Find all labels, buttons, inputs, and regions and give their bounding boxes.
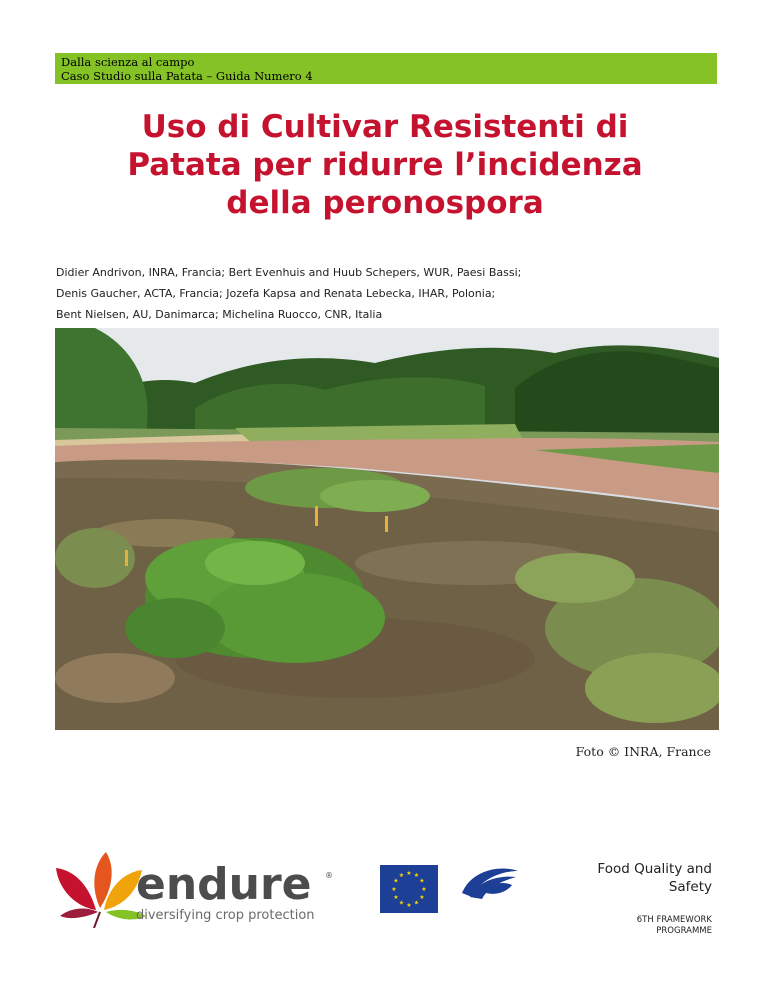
header-banner	[55, 53, 717, 84]
logo-tagline: diversifying crop protection	[136, 908, 315, 923]
document-title	[40, 108, 730, 222]
svg-text:★: ★	[398, 899, 405, 907]
header-series: Dalla scienza al campo	[61, 55, 195, 69]
svg-text:★: ★	[419, 894, 425, 901]
endure-logo	[54, 848, 344, 928]
svg-text:★: ★	[398, 872, 405, 879]
photo-credit: Foto © INRA, France	[575, 744, 711, 759]
title-line-1: Uso di Cultivar Resistenti di	[141, 109, 629, 145]
svg-text:★: ★	[421, 886, 427, 893]
svg-text:★: ★	[406, 870, 412, 877]
logo-wordmark: endure	[136, 859, 312, 910]
framework-programme-label	[560, 915, 712, 937]
eu-flag-icon	[380, 865, 438, 913]
svg-text:★: ★	[391, 886, 397, 893]
svg-text:®: ®	[325, 871, 333, 880]
title-line-2: Patata per ridurre l’incidenza	[127, 147, 643, 183]
svg-text:★: ★	[393, 894, 399, 901]
title-line-3: della peronospora	[226, 185, 544, 221]
programme-line-1: 6TH FRAMEWORK	[636, 915, 712, 925]
svg-text:★: ★	[419, 877, 425, 885]
svg-text:★: ★	[406, 902, 412, 909]
author-line-2: Denis Gaucher, ACTA, Francia; Jozefa Kapsa and Renata Lebecka, IHAR, Polonia;	[56, 287, 496, 300]
svg-text:★: ★	[393, 877, 399, 885]
svg-text:★: ★	[413, 872, 420, 879]
author-line-1: Didier Andrivon, INRA, Francia; Bert Evenhuis and Huub Schepers, WUR, Paesi Bassi;	[56, 266, 522, 279]
cover-photo	[55, 328, 719, 730]
author-line-3: Bent Nielsen, AU, Danimarca; Michelina Ruocco, CNR, Italia	[56, 308, 383, 321]
svg-text:★: ★	[413, 899, 420, 907]
food-quality-line-1: Food Quality and	[597, 861, 712, 877]
food-quality-line-2: Safety	[668, 879, 712, 895]
fp6-logo-icon	[458, 863, 522, 903]
leaf-icon	[56, 852, 146, 928]
food-quality-label	[560, 860, 712, 896]
header-guide-number: Caso Studio sulla Patata – Guida Numero 4	[61, 69, 313, 83]
programme-line-2: PROGRAMME	[656, 926, 712, 936]
author-list	[56, 262, 726, 325]
